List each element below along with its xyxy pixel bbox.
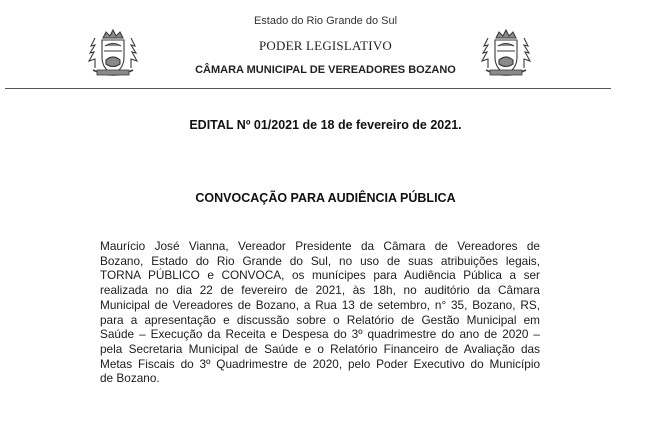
header-divider (5, 88, 611, 89)
body-line: TORNA PÚBLICO e CONVOCA, os munícipes para Audiência Pública a ser (100, 268, 540, 283)
edital-heading: EDITAL Nº 01/2021 de 18 de fevereiro de 2021. (189, 118, 462, 132)
body-line: Metas Fiscais do 3º Quadrimestre de 2020, pelo Poder Executivo do Município (100, 356, 540, 371)
body-line: para a apresentação e discussão sobre o Relatório de Gestão Municipal em (100, 312, 540, 327)
body-line: realizada no dia 22 de fevereiro de 2021, às 18h, no auditório da Câmara (100, 283, 540, 298)
body-line: Saúde – Execução da Receita e Despesa do 3º quadrimestre do ano de 2020 – (100, 327, 540, 342)
body-line: Maurício José Vianna, Vereador Presidente da Câmara de Vereadores de (100, 239, 540, 253)
state-name: Estado do Rio Grande do Sul (253, 15, 398, 27)
chamber-name: CÂMARA MUNICIPAL DE VEREADORES BOZANO (195, 64, 456, 76)
body-paragraph (100, 239, 540, 386)
legislative-power-label: PODER LEGISLATIVO (258, 38, 393, 53)
body-line: Municipal de Vereadores de Bozano, a Rua 13 de setembro, n° 35, Bozano, RS, (100, 297, 540, 312)
body-line: pela Secretaria Municipal de Saúde e o Relatório Financeiro de Avaliação das (100, 341, 540, 356)
body-line: de Bozano. (100, 371, 160, 386)
document-title: CONVOCAÇÃO PARA AUDIÊNCIA PÚBLICA (195, 191, 456, 205)
body-line: Bozano, Estado do Rio Grande do Sul, no uso de suas atribuições legais, (100, 253, 540, 268)
